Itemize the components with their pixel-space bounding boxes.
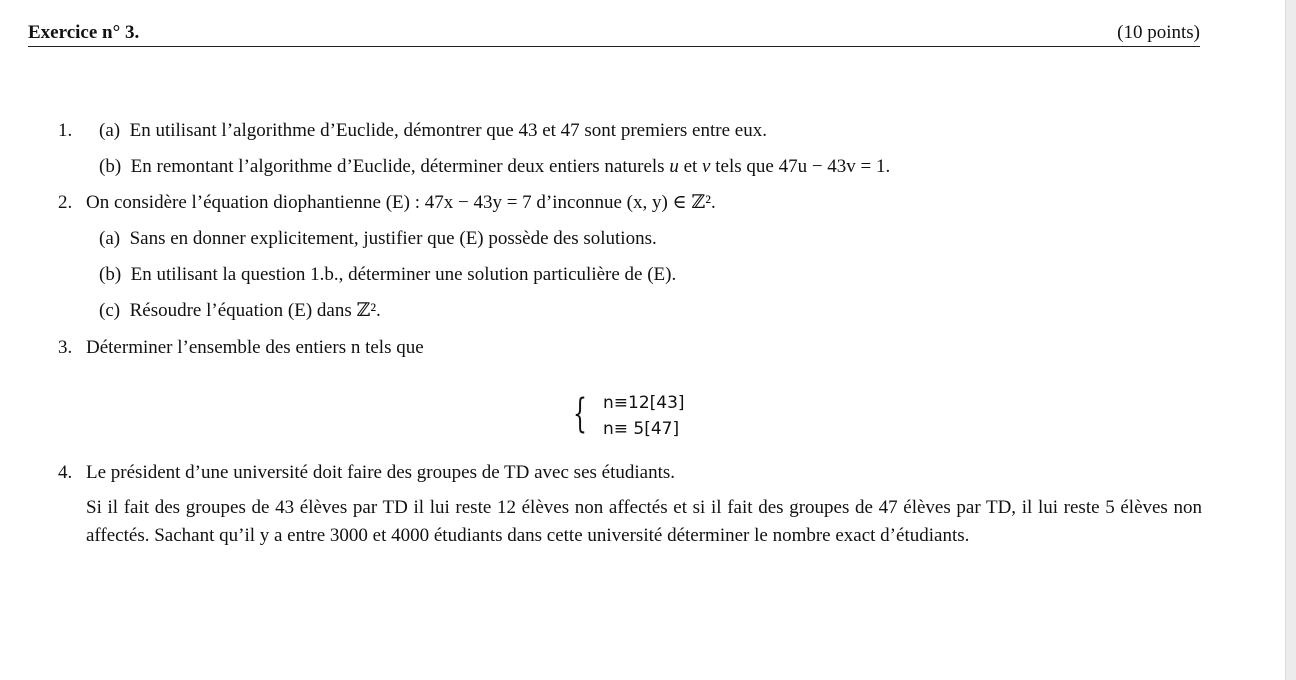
q1b-var-u: u [669, 156, 679, 177]
q3-number: 3. [58, 337, 73, 358]
q2c-item [99, 300, 381, 323]
q2b-label: (b) [99, 264, 122, 285]
q2-equation: : 47x − 43y = 7 [409, 192, 532, 213]
q2a-label: (a) [99, 228, 121, 249]
q2b-item [99, 264, 676, 287]
q1a-label: (a) [99, 120, 121, 141]
q2-text: On considère l’équation diophantienne [86, 192, 386, 213]
q4-paragraph: Si il fait des groupes de 43 élèves par TD il lui reste 12 élèves non affectés et si il fait des groupes de 47 élèves par TD, il lui reste 5 élèves non affectés. Sachant qu’il y a entre 3000 et 4000 étudiants dans cette université déterminer le nombre exact d’étudiants. [86, 497, 1202, 546]
q2b-text: En utilisant la question 1.b., déterminer une solution particulière de (E). [130, 264, 677, 285]
q4-text: Le président d’une université doit faire des groupes de TD avec ses étudiants. [86, 462, 675, 483]
q2-domain: (x, y) ∈ ℤ². [626, 192, 716, 213]
q2c-text: Résoudre l’équation (E) dans ℤ². [129, 300, 381, 321]
q2-number: 2. [58, 192, 73, 213]
q1b-equation: 47u − 43v = 1. [778, 156, 891, 177]
q1b-item [99, 156, 890, 179]
congruence-1: n≡12[43] [603, 393, 685, 413]
q4-number: 4. [58, 462, 73, 483]
q3-text: Déterminer l’ensemble des entiers n tels que [86, 337, 424, 358]
q1b-text: En remontant l’algorithme d’Euclide, déterminer deux entiers naturels [130, 156, 670, 177]
q2c-label: (c) [99, 300, 121, 321]
q1a-text: En utilisant l’algorithme d’Euclide, démontrer que 43 et 47 sont premiers entre eux. [129, 120, 767, 141]
left-brace: { [573, 391, 587, 437]
q1-number: 1. [58, 120, 73, 141]
q1a-item [99, 120, 767, 143]
exercise-points: (10 points) [1117, 22, 1200, 43]
exercise-header [28, 22, 1200, 47]
q2a-item [99, 228, 657, 251]
q2-statement [86, 192, 716, 215]
q2-equation-name: (E) [385, 192, 410, 213]
vertical-scrollbar[interactable] [1285, 0, 1296, 680]
q1b-label: (b) [99, 156, 122, 177]
q2-text-unknown: d’inconnue [531, 192, 627, 213]
exercise-title: Exercice n° 3. [28, 22, 140, 43]
q1b-text-such: tels que [710, 156, 779, 177]
q1b-text-and: et [678, 156, 703, 177]
q2a-text: Sans en donner explicitement, justifier que (E) possède des solutions. [129, 228, 657, 249]
q1b-var-v: v [702, 156, 711, 177]
congruence-2: n≡ 5[47] [603, 419, 680, 439]
